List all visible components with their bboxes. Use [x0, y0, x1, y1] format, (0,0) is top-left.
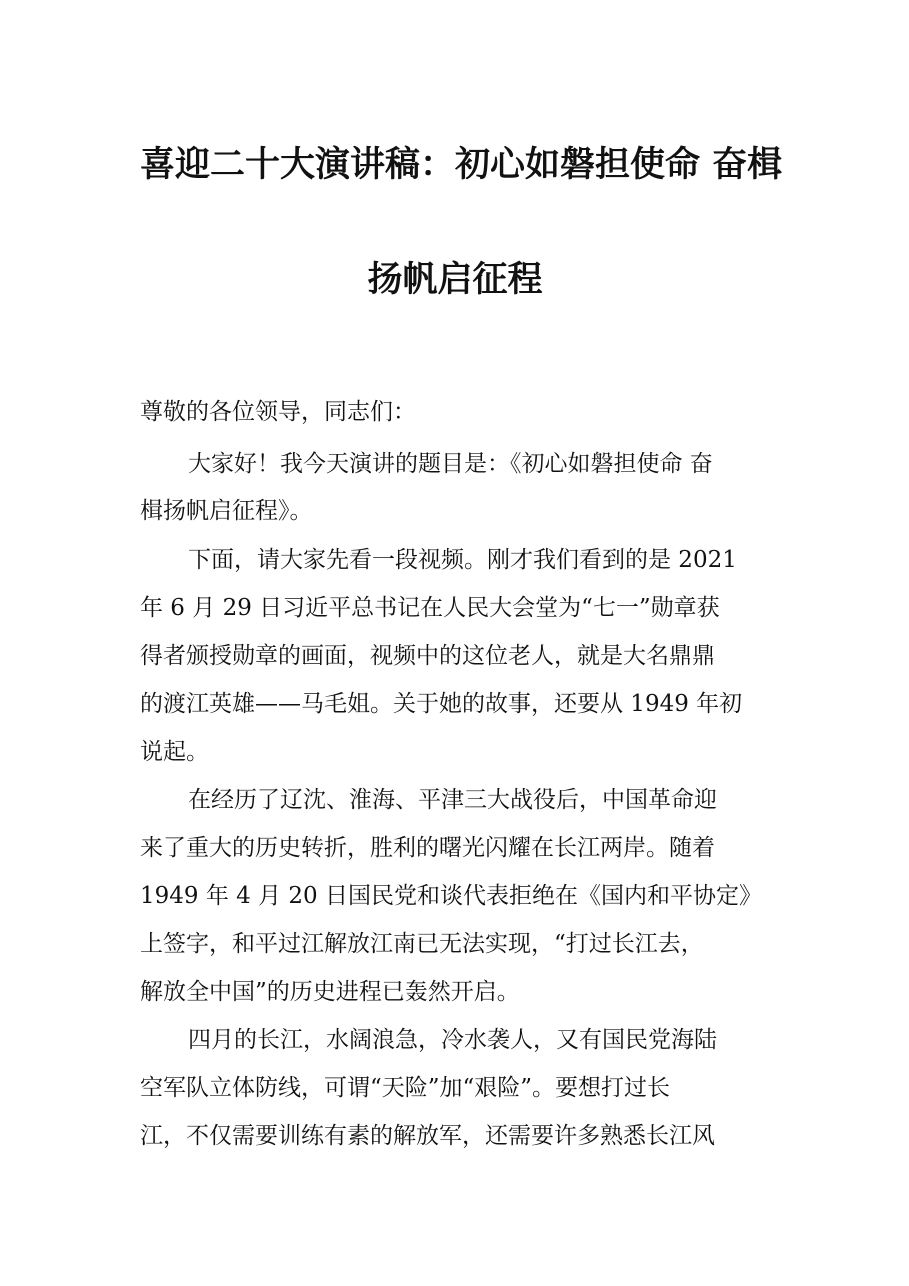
document-title-line-1: 喜迎二十大演讲稿：初心如磐担使命 奋楫	[140, 144, 783, 185]
paragraph-line: 江，不仅需要训练有素的解放军，还需要许多熟悉长江风	[140, 1123, 715, 1149]
paragraph-line: 1949 年 4 月 20 日国民党和谈代表拒绝在《国内和平协定》	[140, 883, 762, 909]
document-title-line-2: 扬帆启征程	[367, 259, 543, 300]
paragraph-line: 年 6 月 29 日习近平总书记在人民大会堂为“七一”勋章获	[140, 595, 720, 621]
paragraph-line: 大家好！我今天演讲的题目是：《初心如磐担使命 奋	[188, 451, 713, 477]
paragraph-line: 空军队立体防线，可谓“天险”加“艰险”。要想打过长	[140, 1075, 671, 1101]
paragraph-line: 上签字，和平过江解放江南已无法实现，“打过长江去，	[140, 931, 704, 957]
paragraph-line: 下面，请大家先看一段视频。刚才我们看到的是 2021	[188, 547, 737, 573]
paragraph-line: 得者颁授勋章的画面，视频中的这位老人，就是大名鼎鼎	[140, 643, 715, 669]
paragraph-line: 说起。	[140, 739, 209, 765]
paragraph-line: 在经历了辽沈、淮海、平津三大战役后，中国革命迎	[188, 787, 717, 813]
paragraph-line: 的渡江英雄——马毛姐。关于她的故事，还要从 1949 年初	[140, 691, 743, 717]
salutation: 尊敬的各位领导，同志们：	[140, 399, 416, 425]
paragraph-line: 解放全中国”的历史进程已轰然开启。	[140, 979, 520, 1005]
paragraph-line: 四月的长江，水阔浪急，冷水袭人，又有国民党海陆	[188, 1027, 717, 1053]
paragraph-line: 楫扬帆启征程》。	[140, 498, 313, 524]
paragraph-line: 来了重大的历史转折，胜利的曙光闪耀在长江两岸。随着	[140, 835, 715, 861]
